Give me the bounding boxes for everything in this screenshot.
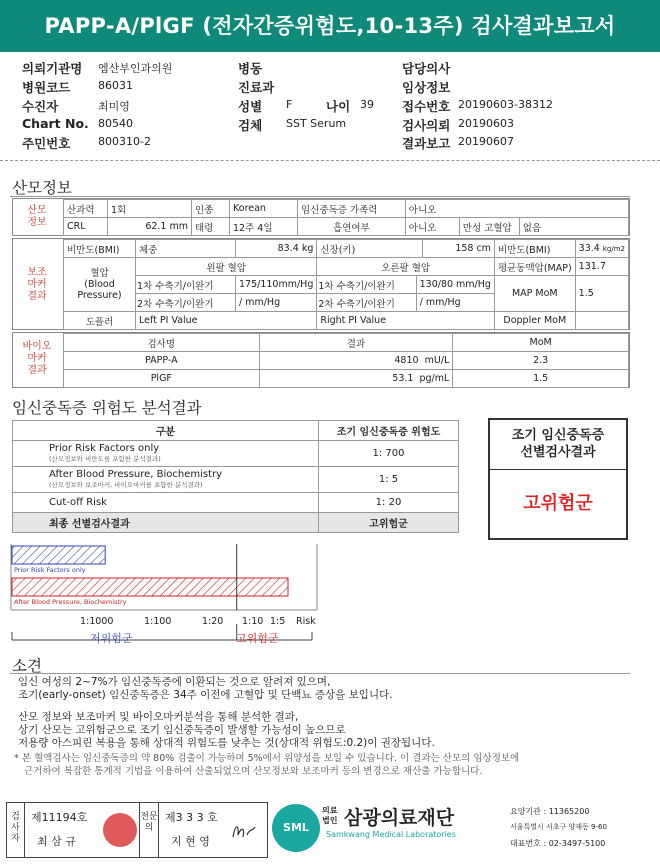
opinion-section-title: 소견 (12, 657, 42, 675)
bmi-label: 비만도(BMI) (64, 240, 136, 258)
high-risk-label: 고위험군 (236, 632, 279, 645)
table-row (13, 467, 459, 493)
opinion-footnote: 근거하여 복잡한 통계적 기법을 이용하여 산출되었으며 산모정보와 보조마커 등의 변경으로 재산출 가능합니다. (24, 766, 483, 777)
chart-value: 80540 (98, 117, 133, 130)
doppler-label: 도플러 (64, 312, 136, 330)
prior-bar-label: Prior Risk Factors only (14, 566, 86, 574)
report-title: PAPP-A/PlGF (전자간증위험도,10-13주) 검사결과보고서 (0, 0, 660, 52)
req-label: 검사의뢰 (402, 118, 451, 133)
risk-head-value: 조기 임신중독증 위험도 (319, 421, 459, 441)
sysdia-left2: 수축기/이완기 (155, 298, 214, 310)
hypertension-label: 만성 고혈압 (459, 218, 519, 236)
risk-row-value: 1: 5 (319, 467, 459, 493)
risk-table (12, 420, 459, 533)
right1-value: 130/80 mm/Hg (416, 276, 494, 294)
signature-icon (229, 821, 257, 843)
right-pi-label: Right PI Value (317, 312, 495, 330)
specialist-name: 지 현 영 (171, 835, 210, 848)
crl-value: 62.1 mm (108, 218, 192, 236)
bio-head-mom: MoM (453, 334, 629, 352)
table-row (13, 493, 459, 513)
rrn-value: 800310-2 (98, 135, 151, 148)
tick-5: 1:5 (270, 616, 286, 627)
result-box-title: 조기 임신중독증 선별검사결과 (490, 420, 626, 470)
tester-label: 검사자 (7, 803, 25, 857)
final-value: 고위험군 (319, 513, 459, 533)
bio-name: PlGF (64, 370, 260, 388)
bmi2-label: 비만도(BMI) (494, 240, 575, 258)
trial1-right: 1차 (318, 280, 334, 292)
height-label: 신장(키) (317, 240, 423, 258)
tester-name: 최 삼 규 (37, 835, 76, 848)
reg-value: 20190603-38312 (458, 98, 553, 111)
map-mom-value: 1.5 (575, 276, 628, 312)
risk-row-sub: (산모정보와 비만도를 포함한 분석결과) (49, 454, 161, 463)
trial1-left: 1차 (137, 280, 153, 292)
sysdia-right2: 수축기/이완기 (336, 298, 395, 310)
receiver-value: 최미영 (98, 100, 130, 113)
hypertension-value: 없음 (519, 218, 628, 236)
divider (10, 673, 630, 674)
report-value: 20190607 (458, 135, 514, 148)
clinical-label: 임상정보 (402, 80, 451, 95)
left-arm-label: 왼팔 혈압 (136, 258, 317, 276)
family-history-label: 임신중독증 가족력 (298, 200, 406, 218)
sysdia-right1: 수축기/이완기 (336, 280, 395, 292)
tick-20: 1:20 (202, 616, 224, 627)
sex-label: 성별 (238, 99, 263, 114)
right-arm-label: 오른팔 혈압 (317, 258, 495, 276)
bio-name: PAPP-A (64, 352, 260, 370)
bio-unit: mU/L (424, 355, 450, 366)
tick-1000: 1:1000 (80, 616, 114, 627)
risk-section-title: 임신중독증 위험도 분석결과 (12, 399, 202, 417)
race-label: 인종 (192, 200, 230, 218)
final-label: 최종 선별검사결과 (13, 513, 319, 533)
sysdia-left1: 수축기/이완기 (155, 280, 214, 292)
table-row (13, 441, 459, 467)
left-pi-label: Left PI Value (136, 312, 317, 330)
risk-row-label: Prior Risk Factors only (49, 442, 160, 454)
maternal-side-label: 산모 정보 (27, 205, 47, 228)
opinion-line: 저용량 아스피린 복용을 통해 상대적 위험도를 낮추는 것(상대적 위험도:0.2)이 권장됩니다. (18, 737, 435, 749)
org-english: Samkwang Medical Laboratories (326, 830, 456, 839)
obstetric-label: 산과력 (64, 200, 108, 218)
reg-label: 접수번호 (402, 99, 451, 114)
bio-mom: 2.3 (453, 352, 629, 370)
divider (0, 160, 660, 161)
trial2-right: 2차 (318, 298, 334, 310)
smoking-value: 아니오 (405, 218, 459, 236)
req-value: 20190603 (458, 117, 514, 130)
height-value: 158 cm (422, 240, 494, 258)
maternal-box (12, 198, 630, 236)
specialist-number: 제3 3 3 호 (165, 811, 218, 824)
after-bar-label: After Blood Pressure, Biochemistry (14, 598, 127, 606)
sml-logo: SML (272, 804, 320, 852)
opinion-line: 산모 정보와 보조마커 및 바이오마커분석을 통해 분석한 결과, (18, 711, 299, 723)
trial2-left: 2차 (137, 298, 153, 310)
specimen-label: 검체 (238, 118, 263, 133)
aux-side-label: 보조 마커 결과 (27, 267, 47, 302)
code-label: 병원코드 (22, 80, 71, 95)
weight-value: 83.4 kg (236, 240, 317, 258)
opinion-line: 임신 여성의 2~7%가 임신중독증에 이환되는 것으로 알려져 있으며, (18, 676, 331, 688)
risk-row-sub: (산모정보와 보조마커, 바이오마커를 포함한 분석결과) (49, 480, 203, 489)
age-label: 나이 (326, 99, 351, 114)
doppler-mom-label: Doppler MoM (494, 312, 575, 330)
address: 서울특별시 서초구 양재동 9-60 (510, 823, 607, 831)
bio-result: 53.1 (392, 373, 414, 384)
result-box (488, 418, 628, 540)
bio-head-name: 검사명 (64, 334, 260, 352)
ward-label: 병동 (238, 61, 263, 76)
bio-result: 4810 (394, 355, 419, 366)
left2-value: / mm/Hg (236, 294, 317, 312)
receiver-label: 수진자 (22, 99, 59, 114)
org-prefix: 의료 법인 (322, 806, 338, 825)
code-value: 86031 (98, 79, 133, 92)
table-row (64, 370, 629, 388)
tick-10: 1:10 (242, 616, 264, 627)
reg-number: 요양기관 : 11365200 (510, 807, 590, 816)
weight-label: 체중 (136, 240, 236, 258)
tester-number: 제11194호 (31, 811, 88, 824)
tick-100: 1:100 (144, 616, 172, 627)
prior-risk-bar (12, 546, 105, 564)
risk-chart (10, 542, 320, 648)
map-value: 131.7 (575, 258, 628, 276)
family-history-value: 아니오 (405, 200, 628, 218)
divider (10, 196, 630, 197)
bio-mom: 1.5 (453, 370, 629, 388)
map-label: 평균동맥압(MAP) (494, 258, 575, 276)
institution-label: 의뢰기관명 (22, 61, 83, 76)
opinion-footnote: * 본 혈액검사는 임신중독증의 약 80% 검출이 가능하며 5%에서 위양성을 보일 수 있습니다. 이 결과는 산모의 임상정보에 (14, 753, 520, 764)
ga-label: 태령 (192, 218, 230, 236)
risk-row-label: After Blood Pressure, Biochemistry (49, 468, 223, 480)
bio-head-result: 결과 (259, 334, 453, 352)
seal-stamp (103, 813, 137, 847)
tick-risk: Risk (296, 616, 316, 627)
bp-label: 혈압 (Blood Pressure) (64, 258, 136, 312)
risk-row-value: 1: 20 (319, 493, 459, 513)
risk-row-label: Cut-off Risk (13, 493, 319, 513)
biomarker-box (12, 332, 630, 388)
biomarker-side-label: 바이오 마커 결과 (22, 341, 52, 376)
org-name: 삼광의료재단 (344, 807, 455, 829)
rrn-label: 주민번호 (22, 136, 71, 151)
signature-box (6, 802, 268, 858)
right2-value: / mm/Hg (416, 294, 494, 312)
table-row (64, 352, 629, 370)
report-label: 결과보고 (402, 136, 451, 151)
bio-unit: pg/mL (419, 373, 450, 384)
bmi-value: 33.4 (578, 243, 600, 254)
risk-head-category: 구분 (13, 421, 319, 441)
result-box-value: 고위험군 (523, 493, 593, 514)
age-value: 39 (360, 98, 374, 111)
maternal-section-title: 산모정보 (12, 179, 72, 197)
map-mom-label: MAP MoM (494, 276, 575, 312)
ga-value: 12주 4일 (230, 218, 298, 236)
institution-value: 엠산부인과의원 (98, 62, 173, 75)
crl-label: CRL (64, 218, 108, 236)
opinion-line: 상기 산모는 고위험군으로 조기 임신중독증이 발생할 가능성이 높으므로 (18, 724, 346, 736)
chart-label: Chart No. (22, 116, 89, 131)
doctor-label: 담당의사 (402, 61, 451, 76)
opinion-line: 조기(early-onset) 임신중독증은 34주 이전에 고혈압 및 단백뇨 증상을 보입니다. (18, 689, 393, 701)
risk-row-value: 1: 700 (319, 441, 459, 467)
sex-value: F (286, 98, 293, 111)
auxiliary-box (12, 238, 630, 330)
low-risk-label: 저위험군 (90, 632, 133, 645)
left1-value: 175/110mm/Hg (236, 276, 317, 294)
race-value: Korean (230, 200, 298, 218)
obstetric-value: 1회 (108, 200, 192, 218)
after-bp-bar (12, 578, 288, 596)
dept-label: 진료과 (238, 80, 275, 95)
smoking-label: 흡연여부 (298, 218, 406, 236)
bmi-unit: kg/m2 (602, 245, 625, 253)
specialist-label: 전문의 (139, 803, 159, 857)
specimen-value: SST Serum (286, 117, 347, 130)
phone: 대표번호 : 02-3497-5100 (510, 839, 606, 848)
